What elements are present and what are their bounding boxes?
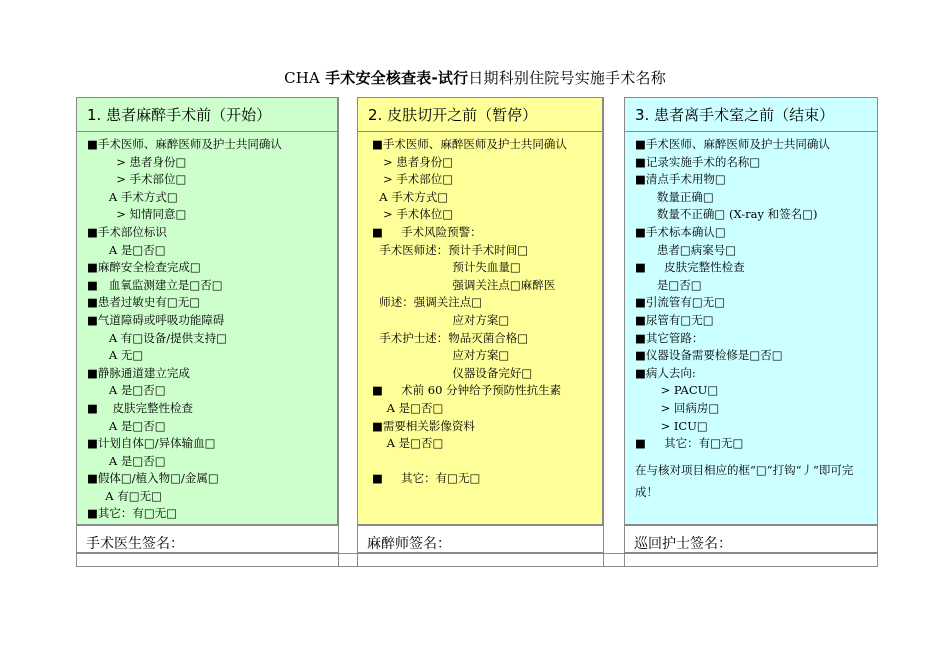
checklist-line: ■计划自体□/异体输血□ bbox=[87, 436, 216, 451]
checklist-line: 是□否□ bbox=[635, 277, 702, 292]
checklist-line: ■手术医师、麻醉医师及护士共同确认 bbox=[635, 137, 830, 151]
checklist-line: 预计失血量□ bbox=[372, 260, 521, 275]
checklist-line: 应对方案□ bbox=[372, 348, 510, 363]
checklist-line: ■ 其它：有□无□ bbox=[635, 436, 744, 451]
checklist-line: ■记录实施手术的名称□ bbox=[635, 154, 761, 169]
checklist-line: ■ 血氧监测建立是□否□ bbox=[87, 277, 223, 292]
checklist-line: > 患者身份□ bbox=[87, 154, 187, 169]
column-header: 3. 患者离手术室之前（结束） bbox=[625, 98, 877, 132]
checklist-line: ■仪器设备需要检修是□否□ bbox=[635, 348, 783, 363]
checklist-line: ■尿管有□无□ bbox=[635, 312, 714, 327]
checklist-line: > 知情同意□ bbox=[87, 207, 187, 222]
checklist-line: ■ 皮肤完整性检查 bbox=[635, 260, 745, 275]
checklist-line: 应对方案□ bbox=[372, 312, 510, 327]
checklist-line: A 是□否□ bbox=[87, 453, 166, 468]
checklist-line: 强调关注点□麻醉医 bbox=[372, 277, 556, 292]
checklist-line bbox=[372, 453, 602, 471]
divider bbox=[338, 97, 339, 567]
instruction-note: 在与核对项目相应的框“□”打钩“丿”即可完成！ bbox=[635, 462, 854, 499]
checklist-line: ■引流管有□无□ bbox=[635, 295, 726, 310]
checklist-line: 数量不正确□ (X-ray 和签名□) bbox=[635, 207, 818, 222]
checklist bbox=[77, 132, 337, 523]
checklist-line: A 手术方式□ bbox=[372, 189, 449, 204]
checklist-line: ■ 手术风险预警： bbox=[372, 224, 482, 239]
checklist-line: 数量正确□ bbox=[635, 189, 714, 204]
surgeon-signature: 手术医生签名： bbox=[76, 525, 338, 553]
divider bbox=[877, 97, 878, 567]
column-before-leaving-or bbox=[624, 97, 878, 525]
divider bbox=[624, 97, 625, 567]
anesthetist-signature: 麻醉师签名： bbox=[357, 525, 603, 553]
checklist-line: ■假体□/植入物□/金属□ bbox=[87, 471, 219, 486]
divider bbox=[357, 97, 358, 567]
checklist-line: ■其它：有□无□ bbox=[87, 506, 178, 521]
divider bbox=[76, 566, 878, 567]
checklist-line: ■麻醉安全检查完成□ bbox=[87, 260, 201, 275]
checklist-line: ■ 皮肤完整性检查 bbox=[87, 400, 193, 415]
checklist-line: A 手术方式□ bbox=[87, 189, 178, 204]
checklist-line: > 回病房□ bbox=[635, 400, 720, 415]
checklist-line: A 有□设备/提供支持□ bbox=[87, 330, 227, 345]
checklist-line: A 无□ bbox=[87, 348, 144, 363]
checklist-line: 患者□病案号□ bbox=[635, 242, 737, 257]
checklist-line: A 是□否□ bbox=[87, 383, 166, 398]
checklist-line: ■手术医师、麻醉医师及护士共同确认 bbox=[87, 137, 282, 151]
checklist-line: > 手术部位□ bbox=[372, 172, 454, 187]
column-before-anesthesia bbox=[76, 97, 338, 525]
checklist-line: ■静脉通道建立完成 bbox=[87, 365, 190, 380]
checklist-line: 仪器设备完好□ bbox=[372, 365, 533, 380]
title-prefix: CHA bbox=[284, 69, 326, 87]
checklist-line: A 是□否□ bbox=[87, 242, 166, 257]
checklist-line: > 手术部位□ bbox=[87, 172, 187, 187]
divider bbox=[603, 97, 604, 567]
checklist-line: ■ 术前 60 分钟给予预防性抗生素 bbox=[372, 383, 562, 398]
checklist-line: > ICU□ bbox=[635, 418, 708, 433]
checklist-line: ■气道障碍或呼吸功能障碍 bbox=[87, 312, 225, 327]
checklist bbox=[358, 132, 602, 488]
checklist-line: 手术护士述：物品灭菌合格□ bbox=[372, 330, 529, 345]
checklist-line: ■手术医师、麻醉医师及护士共同确认 bbox=[372, 137, 567, 151]
checklist-line: ■患者过敏史有□无□ bbox=[87, 295, 201, 310]
checklist-line: ■手术标本确认□ bbox=[635, 224, 726, 239]
divider bbox=[76, 553, 878, 554]
checklist-line: ■手术部位标识 bbox=[87, 224, 167, 239]
checklist-line: A 是□否□ bbox=[372, 400, 444, 415]
title-main: 手术安全核查表-试行 bbox=[325, 69, 469, 87]
title-suffix: 日期科别住院号实施手术名称 bbox=[468, 69, 666, 87]
checklist-line: 手术医师述：预计手术时间□ bbox=[372, 242, 529, 257]
checklist-line: ■病人去向: bbox=[635, 365, 696, 380]
checklist-line: ■ 其它：有□无□ bbox=[372, 471, 481, 486]
checklist-line: ■需要相关影像资料 bbox=[372, 418, 475, 433]
checklist-line: > PACU□ bbox=[635, 383, 719, 398]
checklist-line: A 有□无□ bbox=[87, 488, 162, 503]
form-title bbox=[0, 67, 950, 88]
checklist-line: A 是□否□ bbox=[372, 436, 444, 451]
checklist-line: A 是□否□ bbox=[87, 418, 166, 433]
column-before-incision bbox=[357, 97, 603, 525]
checklist-line: ■清点手术用物□ bbox=[635, 172, 726, 187]
column-header: 2. 皮肤切开之前（暂停） bbox=[358, 98, 602, 132]
checklist-line: > 手术体位□ bbox=[372, 207, 454, 222]
checklist-line: > 患者身份□ bbox=[372, 154, 454, 169]
checklist bbox=[625, 132, 877, 503]
nurse-signature: 巡回护士签名： bbox=[624, 525, 878, 553]
checklist-line: ■其它管路： bbox=[635, 330, 704, 345]
column-header: 1. 患者麻醉手术前（开始） bbox=[77, 98, 337, 132]
divider bbox=[76, 97, 77, 567]
checklist-line: 师述：强调关注点□ bbox=[372, 295, 483, 310]
